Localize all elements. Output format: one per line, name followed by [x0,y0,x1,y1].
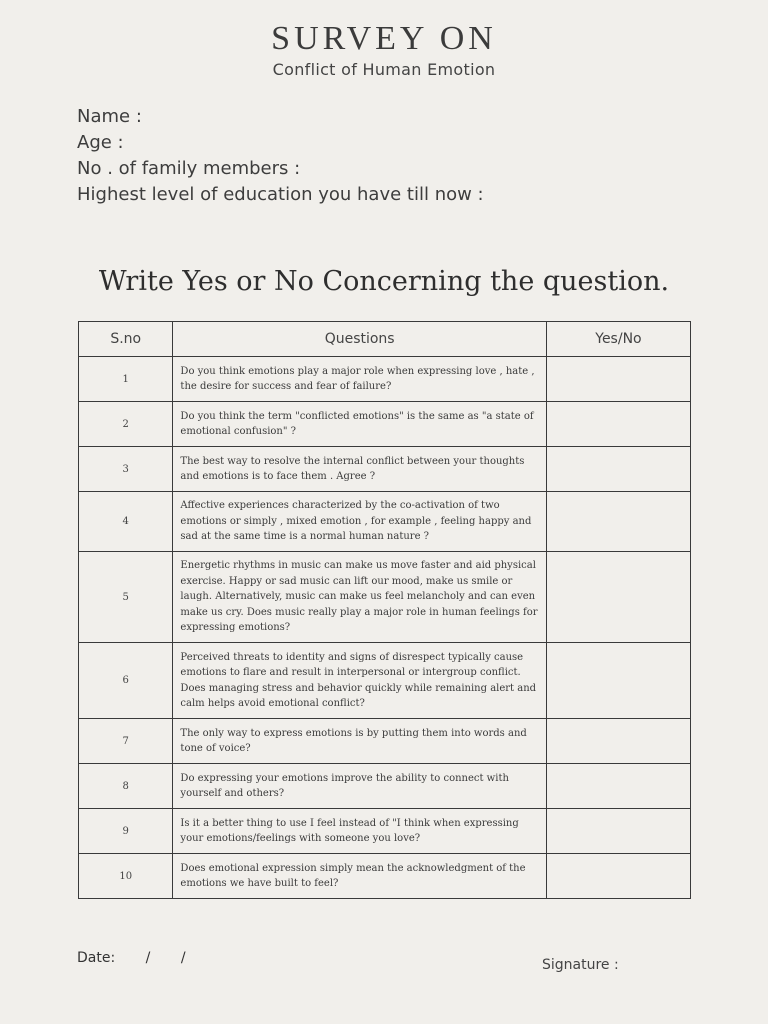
answer-cell[interactable] [546,492,690,552]
table-row [79,552,691,643]
answer-cell[interactable] [546,764,690,809]
row-number: 7 [79,719,173,764]
row-number: 3 [79,447,173,492]
family-members-field-label: No . of family members : [77,158,301,179]
date-field [77,950,186,966]
table-row [79,402,691,447]
row-number: 4 [79,492,173,552]
table-row [79,447,691,492]
table-row [79,764,691,809]
table-row [79,854,691,899]
question-text: Does emotional expression simply mean the acknowledgment of the emotions we have built to feel? [173,854,546,899]
answer-cell[interactable] [546,357,690,402]
signature-label: Signature : [542,957,619,973]
survey-subtitle: Conflict of Human Emotion [272,60,496,79]
header-sno: S.no [79,322,173,357]
name-field-label: Name : [77,106,142,127]
education-field-label: Highest level of education you have till now : [77,184,484,205]
question-text: Do expressing your emotions improve the ability to connect with yourself and others? [173,764,546,809]
survey-title: SURVEY ON [271,20,497,57]
question-text: The best way to resolve the internal conflict between your thoughts and emotions is to face them . Agree ? [173,447,546,492]
table-row [79,643,691,719]
survey-table [78,321,691,899]
question-text: Affective experiences characterized by the co-activation of two emotions or simply , mixed emotion , for example , feeling happy and sad at the same time is a normal human nature ? [173,492,546,552]
question-text: Is it a better thing to use I feel instead of "I think when expressing your emotions/feelings with someone you love? [173,809,546,854]
answer-cell[interactable] [546,719,690,764]
question-text: Do you think emotions play a major role when expressing love , hate , the desire for success and fear of failure? [173,357,546,402]
row-number: 2 [79,402,173,447]
header-yes-no: Yes/No [546,322,690,357]
date-separator: / [145,950,151,966]
table-row [79,492,691,552]
answer-cell[interactable] [546,809,690,854]
header-questions: Questions [173,322,546,357]
instruction-heading: Write Yes or No Concerning the question. [98,266,670,297]
respondent-fields [77,104,484,208]
row-number: 8 [79,764,173,809]
row-number: 10 [79,854,173,899]
row-number: 6 [79,643,173,719]
answer-cell[interactable] [546,402,690,447]
row-number: 5 [79,552,173,643]
row-number: 9 [79,809,173,854]
answer-cell[interactable] [546,643,690,719]
row-number: 1 [79,357,173,402]
question-text: Energetic rhythms in music can make us move faster and aid physical exercise. Happy or sad music can lift our mood, make us smile or laugh. Alternatively, music can make us feel melancholy and can even make us cry. Does music really play a major role in human feelings for expressing emotions? [173,552,546,643]
question-text: Do you think the term "conflicted emotions" is the same as "a state of emotional confusion" ? [173,402,546,447]
table-row [79,809,691,854]
question-text: The only way to express emotions is by putting them into words and tone of voice? [173,719,546,764]
date-separator: / [180,950,186,966]
answer-cell[interactable] [546,854,690,899]
table-row [79,357,691,402]
answer-cell[interactable] [546,447,690,492]
question-text: Perceived threats to identity and signs of disrespect typically cause emotions to flare and result in interpersonal or intergroup conflict. Does managing stress and behavior quickly while remaining alert and calm helps avoid emotional conflict? [173,643,546,719]
table-row [79,719,691,764]
date-label: Date: [77,950,116,966]
answer-cell[interactable] [546,552,690,643]
table-header-row [79,322,691,357]
age-field-label: Age : [77,132,124,153]
